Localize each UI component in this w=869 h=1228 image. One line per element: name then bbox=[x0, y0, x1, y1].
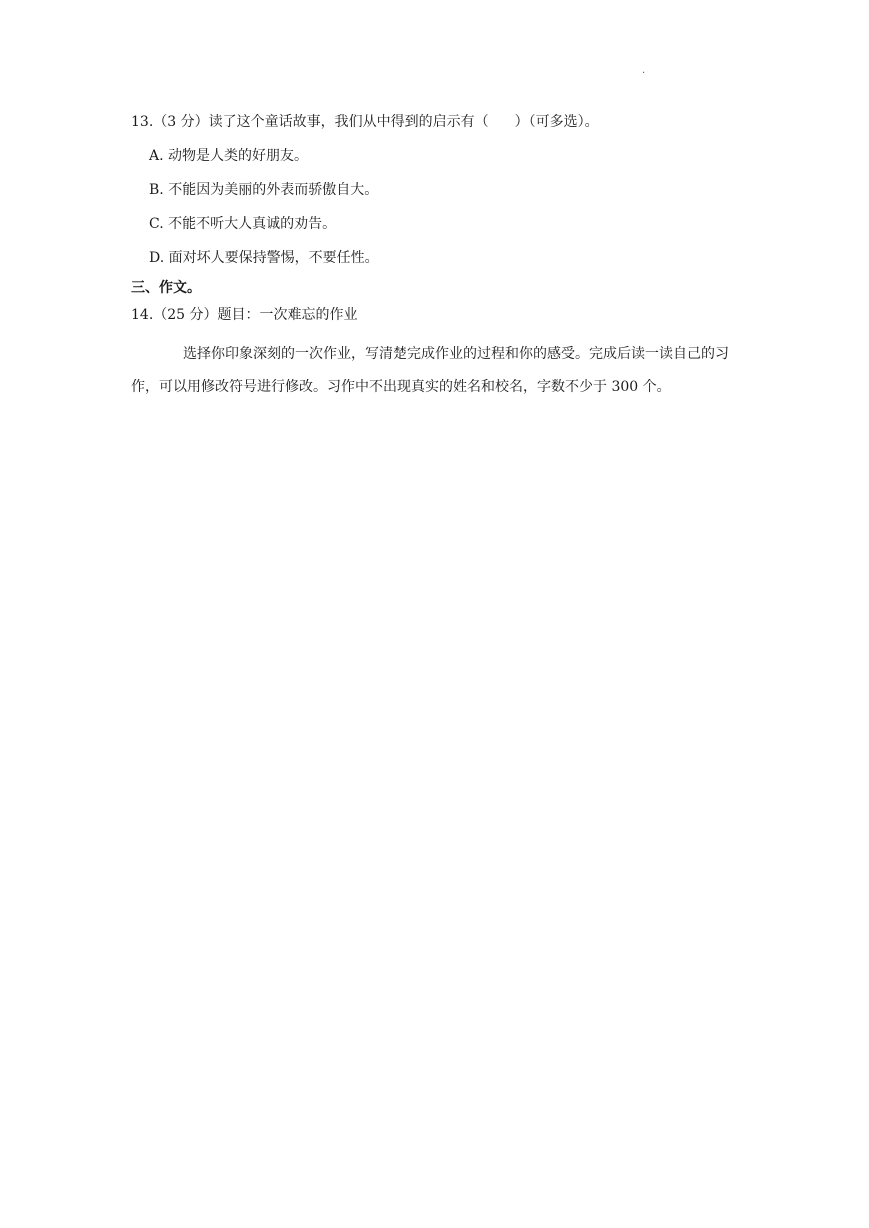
question-14-title: 14.（25 分）题目：一次难忘的作业 bbox=[131, 307, 358, 323]
option-d: D. 面对坏人要保持警惕，不要任性。 bbox=[149, 250, 379, 266]
header-mark: . bbox=[642, 65, 646, 76]
option-b: B. 不能因为美丽的外表而骄傲自大。 bbox=[149, 182, 379, 198]
question-13-stem bbox=[131, 113, 599, 131]
question-13-suffix: ）（可多选）。 bbox=[514, 114, 599, 130]
section-title: 三、作文。 bbox=[131, 280, 201, 296]
option-c: C. 不能不听大人真诚的劝告。 bbox=[149, 216, 337, 232]
option-a: A. 动物是人类的好朋友。 bbox=[149, 148, 309, 164]
question-13-prefix: 13.（3 分）读了这个童话故事，我们从中得到的启示有（ bbox=[131, 114, 489, 130]
question-14-body: 选择你印象深刻的一次作业，写清楚完成作业的过程和你的感受。完成后读一读自己的习作，可以用修改符号进行修改。习作中不出现真实的姓名和校名，字数不少于 300 个。 bbox=[131, 346, 729, 395]
